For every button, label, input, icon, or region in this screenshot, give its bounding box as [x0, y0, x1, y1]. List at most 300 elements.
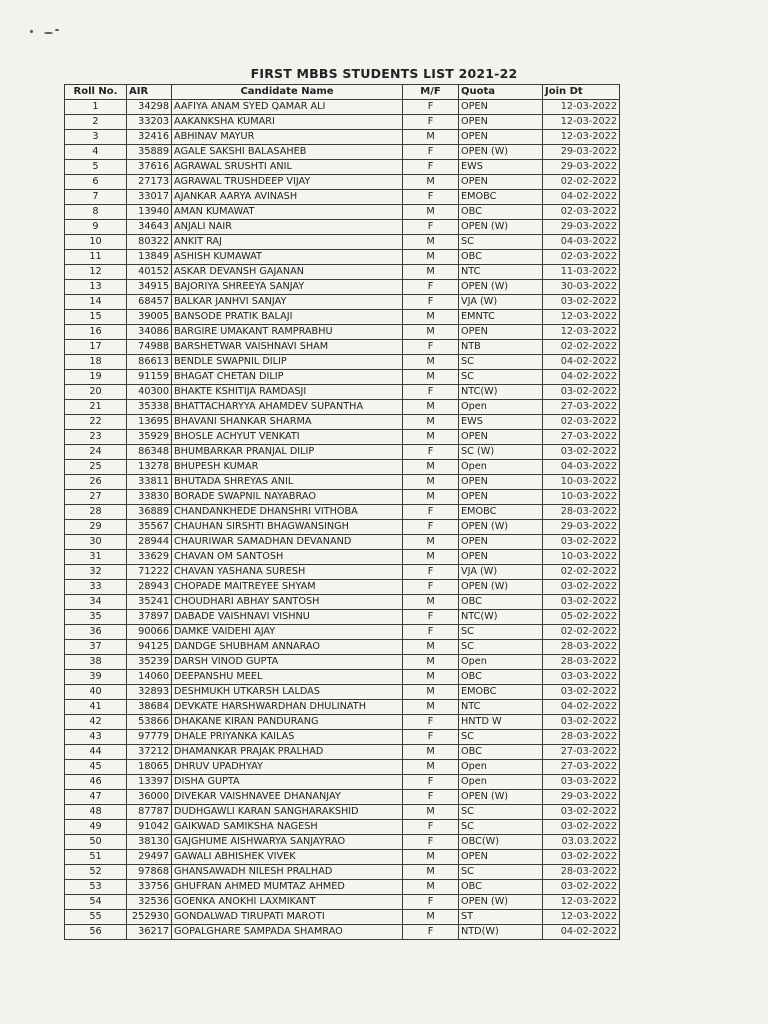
cell-join-date: 03-02-2022: [543, 445, 620, 460]
cell-gender: F: [403, 580, 459, 595]
cell-candidate-name: BORADE SWAPNIL NAYABRAO: [172, 490, 403, 505]
table-row: [65, 325, 620, 340]
cell-candidate-name: BHUTADA SHREYAS ANIL: [172, 475, 403, 490]
cell-join-date: 28-03-2022: [543, 640, 620, 655]
cell-quota: SC: [459, 370, 543, 385]
cell-join-date: 30-03-2022: [543, 280, 620, 295]
cell-join-date: 10-03-2022: [543, 490, 620, 505]
cell-quota: OPEN (W): [459, 220, 543, 235]
scan-speck-mark: [30, 28, 64, 36]
cell-quota: OBC: [459, 205, 543, 220]
table-row: [65, 175, 620, 190]
table-row: [65, 460, 620, 475]
cell-join-date: 29-03-2022: [543, 160, 620, 175]
cell-quota: EMOBC: [459, 190, 543, 205]
cell-air: 28943: [127, 580, 172, 595]
cell-roll-no: 21: [65, 400, 127, 415]
cell-quota: OPEN: [459, 100, 543, 115]
table-row: [65, 805, 620, 820]
cell-quota: OBC: [459, 250, 543, 265]
cell-gender: M: [403, 415, 459, 430]
cell-roll-no: 52: [65, 865, 127, 880]
table-row: [65, 520, 620, 535]
cell-candidate-name: ANKIT RAJ: [172, 235, 403, 250]
cell-air: 13849: [127, 250, 172, 265]
cell-join-date: 28-03-2022: [543, 730, 620, 745]
cell-roll-no: 35: [65, 610, 127, 625]
table-row: [65, 670, 620, 685]
cell-quota: EWS: [459, 415, 543, 430]
table-row: [65, 250, 620, 265]
cell-roll-no: 28: [65, 505, 127, 520]
cell-join-date: 27-03-2022: [543, 400, 620, 415]
cell-candidate-name: BHUMBARKAR PRANJAL DILIP: [172, 445, 403, 460]
table-row: [65, 205, 620, 220]
cell-gender: M: [403, 490, 459, 505]
cell-join-date: 27-03-2022: [543, 430, 620, 445]
table-row: [65, 790, 620, 805]
cell-air: 32893: [127, 685, 172, 700]
table-row: [65, 865, 620, 880]
cell-candidate-name: DARSH VINOD GUPTA: [172, 655, 403, 670]
cell-gender: M: [403, 355, 459, 370]
table-row: [65, 850, 620, 865]
cell-roll-no: 16: [65, 325, 127, 340]
students-table: [64, 84, 620, 940]
cell-candidate-name: CHAVAN YASHANA SURESH: [172, 565, 403, 580]
cell-gender: F: [403, 835, 459, 850]
cell-candidate-name: ASKAR DEVANSH GAJANAN: [172, 265, 403, 280]
cell-candidate-name: DISHA GUPTA: [172, 775, 403, 790]
cell-quota: OBC: [459, 595, 543, 610]
table-row: [65, 925, 620, 940]
cell-quota: OPEN (W): [459, 520, 543, 535]
cell-roll-no: 13: [65, 280, 127, 295]
cell-roll-no: 31: [65, 550, 127, 565]
cell-gender: M: [403, 550, 459, 565]
table-header-row: [65, 85, 620, 100]
cell-candidate-name: GONDALWAD TIRUPATI MAROTI: [172, 910, 403, 925]
cell-air: 33203: [127, 115, 172, 130]
cell-gender: M: [403, 250, 459, 265]
cell-candidate-name: GHUFRAN AHMED MUMTAZ AHMED: [172, 880, 403, 895]
table-row: [65, 910, 620, 925]
cell-air: 37897: [127, 610, 172, 625]
table-row: [65, 400, 620, 415]
cell-air: 34643: [127, 220, 172, 235]
cell-candidate-name: CHOUDHARI ABHAY SANTOSH: [172, 595, 403, 610]
cell-gender: F: [403, 790, 459, 805]
cell-air: 33811: [127, 475, 172, 490]
cell-join-date: 28-03-2022: [543, 505, 620, 520]
cell-gender: M: [403, 235, 459, 250]
table-row: [65, 310, 620, 325]
cell-air: 34298: [127, 100, 172, 115]
cell-air: 91159: [127, 370, 172, 385]
cell-join-date: 04-02-2022: [543, 355, 620, 370]
cell-air: 252930: [127, 910, 172, 925]
cell-roll-no: 55: [65, 910, 127, 925]
cell-candidate-name: CHANDANKHEDE DHANSHRI VITHOBA: [172, 505, 403, 520]
cell-candidate-name: DHALE PRIYANKA KAILAS: [172, 730, 403, 745]
cell-join-date: 12-03-2022: [543, 115, 620, 130]
cell-quota: SC: [459, 805, 543, 820]
cell-join-date: 02-03-2022: [543, 415, 620, 430]
cell-join-date: 04-03-2022: [543, 235, 620, 250]
cell-candidate-name: BHOSLE ACHYUT VENKATI: [172, 430, 403, 445]
cell-air: 97779: [127, 730, 172, 745]
cell-quota: OPEN: [459, 550, 543, 565]
cell-join-date: 28-03-2022: [543, 655, 620, 670]
table-row: [65, 565, 620, 580]
cell-air: 90066: [127, 625, 172, 640]
cell-candidate-name: DHRUV UPADHYAY: [172, 760, 403, 775]
cell-gender: F: [403, 565, 459, 580]
cell-join-date: 03.03.2022: [543, 835, 620, 850]
cell-join-date: 12-03-2022: [543, 130, 620, 145]
cell-air: 36000: [127, 790, 172, 805]
cell-candidate-name: DHAKANE KIRAN PANDURANG: [172, 715, 403, 730]
cell-quota: EMNTC: [459, 310, 543, 325]
cell-join-date: 12-03-2022: [543, 895, 620, 910]
cell-gender: F: [403, 295, 459, 310]
cell-roll-no: 49: [65, 820, 127, 835]
cell-gender: F: [403, 895, 459, 910]
cell-candidate-name: BARSHETWAR VAISHNAVI SHAM: [172, 340, 403, 355]
cell-join-date: 03-02-2022: [543, 685, 620, 700]
cell-air: 34915: [127, 280, 172, 295]
table-row: [65, 370, 620, 385]
cell-quota: OPEN (W): [459, 895, 543, 910]
cell-roll-no: 24: [65, 445, 127, 460]
cell-quota: OBC: [459, 745, 543, 760]
cell-quota: Open: [459, 655, 543, 670]
document-title: FIRST MBBS STUDENTS LIST 2021-22: [250, 66, 518, 81]
cell-gender: M: [403, 595, 459, 610]
cell-gender: M: [403, 400, 459, 415]
cell-quota: OBC: [459, 670, 543, 685]
cell-roll-no: 27: [65, 490, 127, 505]
cell-roll-no: 56: [65, 925, 127, 940]
cell-gender: M: [403, 310, 459, 325]
cell-candidate-name: DESHMUKH UTKARSH LALDAS: [172, 685, 403, 700]
cell-candidate-name: DAMKE VAIDEHI AJAY: [172, 625, 403, 640]
cell-candidate-name: BENDLE SWAPNIL DILIP: [172, 355, 403, 370]
cell-air: 13940: [127, 205, 172, 220]
cell-quota: NTC: [459, 700, 543, 715]
cell-roll-no: 3: [65, 130, 127, 145]
cell-candidate-name: ANJALI NAIR: [172, 220, 403, 235]
cell-air: 35929: [127, 430, 172, 445]
cell-gender: M: [403, 685, 459, 700]
cell-air: 29497: [127, 850, 172, 865]
cell-air: 91042: [127, 820, 172, 835]
cell-quota: SC (W): [459, 445, 543, 460]
cell-quota: OPEN (W): [459, 145, 543, 160]
cell-gender: M: [403, 670, 459, 685]
table-row: [65, 115, 620, 130]
cell-roll-no: 20: [65, 385, 127, 400]
column-header-join-date: Join Dt: [543, 85, 620, 100]
cell-air: 97868: [127, 865, 172, 880]
table-row: [65, 415, 620, 430]
table-row: [65, 280, 620, 295]
table-row: [65, 550, 620, 565]
table-row: [65, 100, 620, 115]
cell-quota: OPEN: [459, 430, 543, 445]
cell-air: 33756: [127, 880, 172, 895]
cell-gender: F: [403, 115, 459, 130]
table-body: [65, 100, 620, 940]
cell-join-date: 12-03-2022: [543, 325, 620, 340]
cell-candidate-name: AAKANKSHA KUMARI: [172, 115, 403, 130]
cell-gender: M: [403, 130, 459, 145]
cell-quota: OPEN: [459, 850, 543, 865]
cell-quota: NTB: [459, 340, 543, 355]
table-row: [65, 775, 620, 790]
cell-candidate-name: DABADE VAISHNAVI VISHNU: [172, 610, 403, 625]
cell-candidate-name: BARGIRE UMAKANT RAMPRABHU: [172, 325, 403, 340]
cell-roll-no: 18: [65, 355, 127, 370]
cell-gender: M: [403, 430, 459, 445]
cell-quota: SC: [459, 820, 543, 835]
cell-air: 35241: [127, 595, 172, 610]
cell-join-date: 02-02-2022: [543, 625, 620, 640]
cell-roll-no: 22: [65, 415, 127, 430]
cell-gender: F: [403, 100, 459, 115]
cell-join-date: 03-02-2022: [543, 805, 620, 820]
cell-air: 68457: [127, 295, 172, 310]
cell-roll-no: 34: [65, 595, 127, 610]
cell-gender: M: [403, 460, 459, 475]
cell-gender: M: [403, 475, 459, 490]
table-row: [65, 475, 620, 490]
cell-roll-no: 6: [65, 175, 127, 190]
cell-candidate-name: ASHISH KUMAWAT: [172, 250, 403, 265]
cell-quota: OPEN: [459, 475, 543, 490]
cell-roll-no: 10: [65, 235, 127, 250]
table-row: [65, 625, 620, 640]
cell-join-date: 03-02-2022: [543, 535, 620, 550]
cell-roll-no: 4: [65, 145, 127, 160]
cell-candidate-name: BALKAR JANHVI SANJAY: [172, 295, 403, 310]
cell-air: 38130: [127, 835, 172, 850]
table-row: [65, 295, 620, 310]
cell-gender: F: [403, 925, 459, 940]
table-row: [65, 610, 620, 625]
cell-roll-no: 54: [65, 895, 127, 910]
cell-gender: M: [403, 910, 459, 925]
cell-air: 28944: [127, 535, 172, 550]
cell-join-date: 29-03-2022: [543, 145, 620, 160]
cell-join-date: 28-03-2022: [543, 865, 620, 880]
cell-quota: Open: [459, 775, 543, 790]
cell-gender: F: [403, 775, 459, 790]
cell-quota: Open: [459, 460, 543, 475]
table-row: [65, 490, 620, 505]
table-row: [65, 760, 620, 775]
cell-join-date: 03-02-2022: [543, 880, 620, 895]
cell-quota: SC: [459, 730, 543, 745]
cell-air: 39005: [127, 310, 172, 325]
column-header-air: AIR: [127, 85, 172, 100]
cell-join-date: 04-03-2022: [543, 460, 620, 475]
cell-quota: NTC(W): [459, 385, 543, 400]
cell-quota: SC: [459, 235, 543, 250]
cell-join-date: 03-02-2022: [543, 820, 620, 835]
cell-candidate-name: GHANSAWADH NILESH PRALHAD: [172, 865, 403, 880]
cell-gender: F: [403, 625, 459, 640]
cell-roll-no: 15: [65, 310, 127, 325]
cell-roll-no: 29: [65, 520, 127, 535]
cell-roll-no: 9: [65, 220, 127, 235]
cell-quota: SC: [459, 865, 543, 880]
cell-roll-no: 37: [65, 640, 127, 655]
table-row: [65, 130, 620, 145]
cell-roll-no: 43: [65, 730, 127, 745]
cell-candidate-name: CHAVAN OM SANTOSH: [172, 550, 403, 565]
cell-candidate-name: BANSODE PRATIK BALAJI: [172, 310, 403, 325]
table-row: [65, 340, 620, 355]
column-header-candidate-name: Candidate Name: [172, 85, 403, 100]
table-row: [65, 265, 620, 280]
cell-candidate-name: AGALE SAKSHI BALASAHEB: [172, 145, 403, 160]
cell-candidate-name: BHAGAT CHETAN DILIP: [172, 370, 403, 385]
cell-candidate-name: AGRAWAL SRUSHTI ANIL: [172, 160, 403, 175]
table-row: [65, 880, 620, 895]
cell-roll-no: 51: [65, 850, 127, 865]
cell-gender: F: [403, 145, 459, 160]
cell-join-date: 12-03-2022: [543, 310, 620, 325]
cell-air: 35239: [127, 655, 172, 670]
cell-candidate-name: AJANKAR AARYA AVINASH: [172, 190, 403, 205]
cell-air: 35567: [127, 520, 172, 535]
cell-roll-no: 25: [65, 460, 127, 475]
cell-roll-no: 26: [65, 475, 127, 490]
table-row: [65, 160, 620, 175]
cell-candidate-name: CHAUHAN SIRSHTI BHAGWANSINGH: [172, 520, 403, 535]
cell-gender: F: [403, 505, 459, 520]
cell-quota: SC: [459, 625, 543, 640]
table-row: [65, 430, 620, 445]
cell-gender: M: [403, 175, 459, 190]
cell-candidate-name: DIVEKAR VAISHNAVEE DHANANJAY: [172, 790, 403, 805]
cell-gender: M: [403, 265, 459, 280]
cell-join-date: 04-02-2022: [543, 700, 620, 715]
cell-air: 33017: [127, 190, 172, 205]
table-row: [65, 445, 620, 460]
cell-roll-no: 38: [65, 655, 127, 670]
table-row: [65, 700, 620, 715]
cell-join-date: 03-02-2022: [543, 295, 620, 310]
cell-join-date: 02-03-2022: [543, 205, 620, 220]
cell-gender: M: [403, 865, 459, 880]
cell-gender: F: [403, 220, 459, 235]
cell-air: 38684: [127, 700, 172, 715]
cell-candidate-name: BHATTACHARYYA AHAMDEV SUPANTHA: [172, 400, 403, 415]
cell-air: 53866: [127, 715, 172, 730]
table-row: [65, 655, 620, 670]
cell-gender: F: [403, 385, 459, 400]
cell-join-date: 03-03-2022: [543, 670, 620, 685]
table-row: [65, 145, 620, 160]
cell-gender: M: [403, 655, 459, 670]
cell-roll-no: 36: [65, 625, 127, 640]
cell-roll-no: 7: [65, 190, 127, 205]
cell-join-date: 29-03-2022: [543, 220, 620, 235]
table-row: [65, 820, 620, 835]
cell-quota: NTC(W): [459, 610, 543, 625]
column-header-roll-no: Roll No.: [65, 85, 127, 100]
cell-roll-no: 42: [65, 715, 127, 730]
cell-quota: OPEN: [459, 130, 543, 145]
cell-candidate-name: BHUPESH KUMAR: [172, 460, 403, 475]
cell-quota: Open: [459, 760, 543, 775]
cell-air: 33830: [127, 490, 172, 505]
cell-air: 34086: [127, 325, 172, 340]
cell-gender: M: [403, 760, 459, 775]
cell-air: 35889: [127, 145, 172, 160]
cell-roll-no: 23: [65, 430, 127, 445]
cell-candidate-name: GAIKWAD SAMIKSHA NAGESH: [172, 820, 403, 835]
cell-quota: OPEN: [459, 535, 543, 550]
column-header-gender: M/F: [403, 85, 459, 100]
cell-quota: OPEN: [459, 115, 543, 130]
cell-air: 32536: [127, 895, 172, 910]
cell-candidate-name: DEEPANSHU MEEL: [172, 670, 403, 685]
cell-roll-no: 12: [65, 265, 127, 280]
cell-quota: OPEN: [459, 175, 543, 190]
cell-roll-no: 40: [65, 685, 127, 700]
cell-quota: OBC(W): [459, 835, 543, 850]
cell-quota: ST: [459, 910, 543, 925]
cell-candidate-name: DUDHGAWLI KARAN SANGHARAKSHID: [172, 805, 403, 820]
cell-air: 37616: [127, 160, 172, 175]
cell-quota: VJA (W): [459, 295, 543, 310]
cell-quota: OPEN (W): [459, 280, 543, 295]
cell-quota: VJA (W): [459, 565, 543, 580]
table-row: [65, 385, 620, 400]
cell-gender: M: [403, 745, 459, 760]
cell-air: 14060: [127, 670, 172, 685]
cell-air: 32416: [127, 130, 172, 145]
cell-gender: F: [403, 715, 459, 730]
cell-gender: F: [403, 730, 459, 745]
cell-join-date: 27-03-2022: [543, 745, 620, 760]
cell-air: 33629: [127, 550, 172, 565]
table-row: [65, 730, 620, 745]
cell-candidate-name: CHAURIWAR SAMADHAN DEVANAND: [172, 535, 403, 550]
cell-roll-no: 50: [65, 835, 127, 850]
cell-air: 36217: [127, 925, 172, 940]
cell-candidate-name: DANDGE SHUBHAM ANNARAO: [172, 640, 403, 655]
cell-gender: F: [403, 520, 459, 535]
cell-air: 80322: [127, 235, 172, 250]
cell-join-date: 03-02-2022: [543, 580, 620, 595]
cell-air: 74988: [127, 340, 172, 355]
cell-gender: F: [403, 160, 459, 175]
table-row: [65, 580, 620, 595]
cell-candidate-name: DHAMANKAR PRAJAK PRALHAD: [172, 745, 403, 760]
cell-air: 13397: [127, 775, 172, 790]
cell-roll-no: 17: [65, 340, 127, 355]
table-row: [65, 505, 620, 520]
cell-quota: OPEN: [459, 490, 543, 505]
cell-join-date: 03-02-2022: [543, 850, 620, 865]
cell-air: 27173: [127, 175, 172, 190]
cell-air: 87787: [127, 805, 172, 820]
cell-roll-no: 32: [65, 565, 127, 580]
